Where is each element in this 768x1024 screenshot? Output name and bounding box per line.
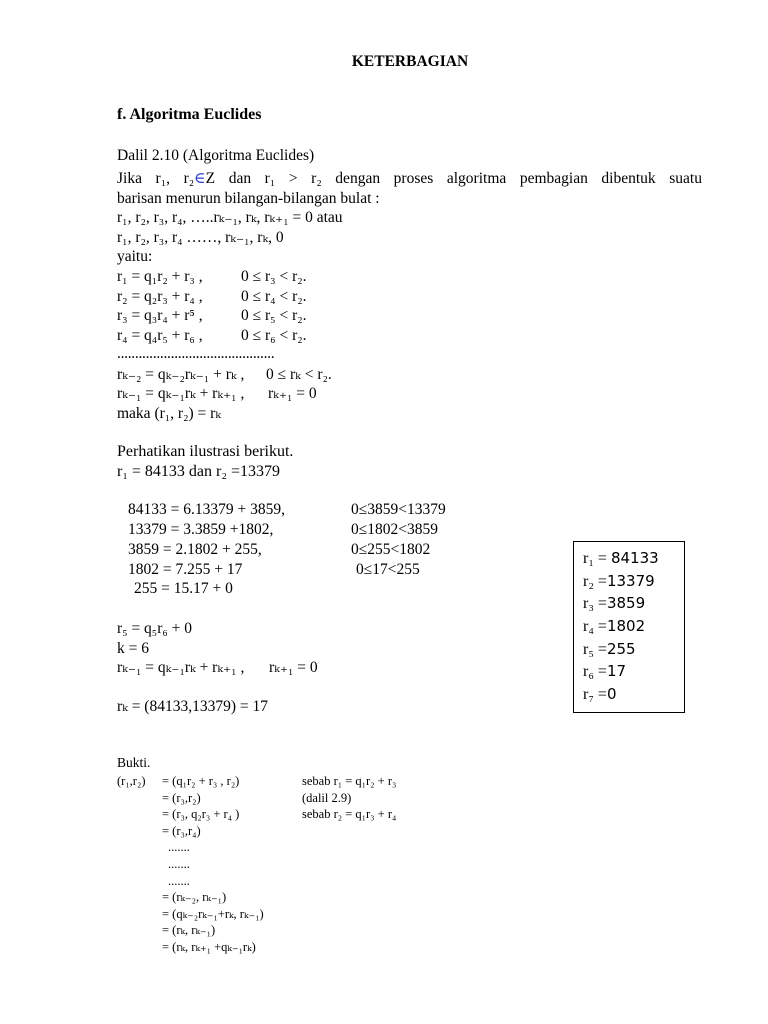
proof-line: = (rₖ, rₖ₋₁) (162, 923, 216, 937)
proof-line: ....... (168, 857, 190, 871)
r5-line: r₅ = q₅r₆ + 0 (117, 620, 193, 637)
box-value: 0 (606, 685, 617, 703)
box-line-r6 (583, 660, 626, 684)
ellipsis-line: ............................................ (117, 345, 275, 362)
intro-text-a: Jika r₁, r₂ (117, 170, 195, 187)
box-line-r5 (583, 638, 636, 662)
box-label: r₂ = (583, 573, 607, 590)
k-line: k = 6 (117, 640, 149, 657)
condition-k2: 0 ≤ rₖ < r₂. (266, 366, 332, 383)
yaitu-label: yaitu: (117, 248, 153, 265)
intro-text-b: Z dan r₁ > r₂ dengan proses algoritma pembagian dibentuk suatu (205, 170, 702, 187)
intro-line-2: barisan menurun bilangan-bilangan bulat : (117, 190, 380, 207)
example-cond-2: 0≤1802<3859 (351, 521, 438, 538)
example-eq-5: 255 = 15.17 + 0 (134, 580, 233, 597)
box-line-r4 (583, 615, 645, 639)
rk-result: rₖ = (84133,13379) = 17 (117, 698, 268, 715)
box-line-r7 (583, 683, 616, 707)
box-line-r3 (583, 592, 645, 616)
proof-line: ....... (168, 840, 190, 854)
equation-k1: rₖ₋₁ = qₖ₋₁rₖ + rₖ₊₁ , (117, 385, 245, 402)
equation-1: r₁ = q₁r₂ + r₃ , (117, 268, 203, 285)
box-value: 1802 (606, 617, 646, 635)
proof-note: sebab r₂ = q₁r₃ + r₄ (302, 807, 397, 821)
condition-2: 0 ≤ r₄ < r₂. (241, 288, 307, 305)
box-line-r2 (583, 570, 655, 594)
box-value: 17 (606, 662, 627, 680)
section-heading: f. Algoritma Euclides (117, 106, 262, 123)
page-title: KETERBAGIAN (351, 53, 469, 70)
example-eq-2: 13379 = 3.3859 +1802, (128, 521, 274, 538)
condition-k1: rₖ₊₁ = 0 (268, 385, 317, 402)
proof-line: = (r₃,r₄) (162, 824, 201, 838)
proof-heading: Bukti. (117, 755, 151, 770)
proof-note: sebab r₁ = q₁r₂ + r₃ (302, 774, 397, 788)
condition-3: 0 ≤ r₅ < r₂. (241, 307, 307, 324)
example-eq-1: 84133 = 6.13379 + 3859, (128, 501, 285, 518)
condition-1: 0 ≤ r₃ < r₂. (241, 268, 307, 285)
example-cond-3: 0≤255<1802 (351, 541, 431, 558)
box-label: r₁ = (583, 550, 611, 567)
box-value: 255 (606, 640, 636, 658)
condition-4: 0 ≤ r₆ < r₂. (241, 327, 307, 344)
box-line-r1 (583, 547, 659, 571)
proof-line: = (q₁r₂ + r₃ , r₂) (162, 774, 240, 788)
rk1-condition: rₖ₊₁ = 0 (269, 659, 318, 676)
element-of-symbol: ∈ (194, 170, 206, 187)
box-label: r₄ = (583, 618, 607, 635)
example-cond-1: 0≤3859<13379 (351, 501, 446, 518)
proof-start: (r₁,r₂) (117, 774, 146, 788)
equation-2: r₂ = q₂r₃ + r₄ , (117, 288, 203, 305)
equation-k2: rₖ₋₂ = qₖ₋₂rₖ₋₁ + rₖ , (117, 366, 245, 383)
theorem-title: Dalil 2.10 (Algoritma Euclides) (117, 147, 315, 164)
box-value: 13379 (606, 572, 655, 590)
proof-line: = (r₃,r₂) (162, 791, 201, 805)
proof-note: (dalil 2.9) (302, 791, 352, 805)
equation-4: r₄ = q₄r₅ + r₆ , (117, 327, 203, 344)
box-value: 84133 (610, 549, 659, 567)
proof-line: = (rₖ, rₖ₊₁ +qₖ₋₁rₖ) (162, 940, 256, 954)
box-label: r₆ = (583, 663, 607, 680)
rk1-line: rₖ₋₁ = qₖ₋₁rₖ + rₖ₊₁ , (117, 659, 245, 676)
maka-line: maka (r₁, r₂) = rₖ (117, 405, 221, 422)
remainder-box (573, 541, 685, 713)
proof-line: = (rₖ₋₂, rₖ₋₁) (162, 890, 227, 904)
box-label: r₅ = (583, 641, 607, 658)
proof-line: ....... (168, 874, 190, 888)
equation-3: r₃ = q₃r₄ + r⁵ , (117, 307, 203, 324)
proof-line: = (r₃, q₂r₃ + r₄ ) (162, 807, 240, 821)
theorem-intro (117, 169, 702, 188)
box-value: 3859 (606, 594, 646, 612)
example-eq-3: 3859 = 2.1802 + 255, (128, 541, 262, 558)
proof-line: = (qₖ₋₂rₖ₋₁+rₖ, rₖ₋₁) (162, 907, 264, 921)
example-given: r₁ = 84133 dan r₂ =13379 (117, 463, 280, 480)
example-eq-4: 1802 = 7.255 + 17 (128, 561, 243, 578)
box-label: r₇ = (583, 686, 607, 703)
sequence-line-1: r₁, r₂, r₃, r₄, …..rₖ₋₁, rₖ, rₖ₊₁ = 0 atau (117, 209, 343, 226)
example-cond-4: 0≤17<255 (356, 561, 420, 578)
box-label: r₃ = (583, 595, 607, 612)
sequence-line-2: r₁, r₂, r₃, r₄ ……, rₖ₋₁, rₖ, 0 (117, 229, 284, 246)
example-intro: Perhatikan ilustrasi berikut. (117, 443, 294, 460)
